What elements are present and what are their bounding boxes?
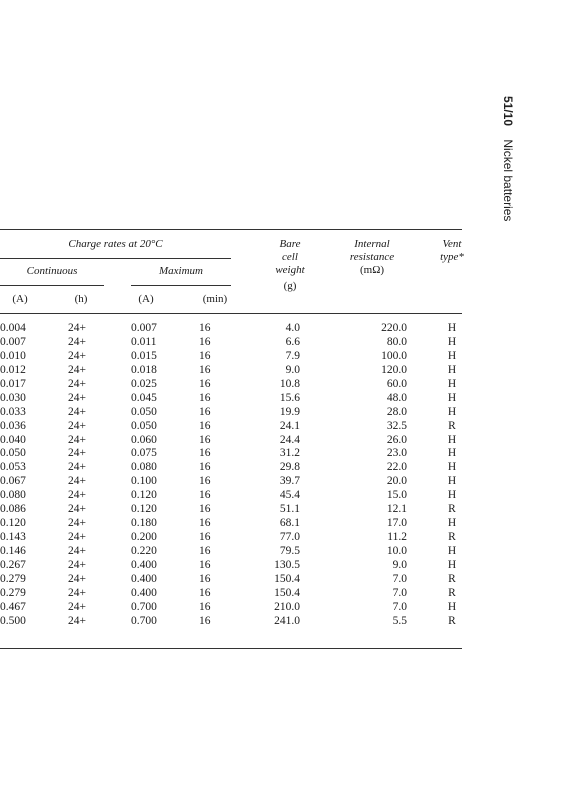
- cell-cont-amps: 0.080: [0, 489, 26, 502]
- header-unit-minutes: (min): [202, 293, 228, 305]
- cell-max-amps: 0.060: [131, 433, 157, 446]
- table-row: [0, 530, 568, 544]
- cell-max-minutes: 16: [199, 572, 211, 585]
- cell-max-minutes: 16: [199, 461, 211, 474]
- table-row: [0, 391, 568, 405]
- cell-max-amps: 0.120: [131, 503, 157, 516]
- cell-cell-weight: 15.6: [279, 391, 300, 404]
- cell-vent-type: R: [448, 586, 456, 599]
- cell-internal-resistance: 48.0: [386, 391, 407, 404]
- cell-max-amps: 0.120: [131, 489, 157, 502]
- cell-max-minutes: 16: [199, 614, 211, 627]
- cell-max-minutes: 16: [199, 377, 211, 390]
- cell-cont-hours: 24+: [68, 558, 86, 571]
- cell-cell-weight: 150.4: [274, 586, 300, 599]
- cell-cont-hours: 24+: [68, 335, 86, 348]
- cell-cont-hours: 24+: [68, 489, 86, 502]
- cell-cont-amps: 0.053: [0, 461, 26, 474]
- cell-cell-weight: 24.1: [279, 419, 300, 432]
- running-head-title: Nickel batteries: [501, 139, 515, 222]
- cell-internal-resistance: 22.0: [386, 461, 407, 474]
- cell-cont-hours: 24+: [68, 517, 86, 530]
- cell-internal-resistance: 10.0: [386, 545, 407, 557]
- cell-internal-resistance: 60.0: [386, 377, 407, 390]
- table-row: [0, 405, 568, 419]
- cell-cont-amps: 0.279: [0, 586, 26, 599]
- table-row: [0, 474, 568, 488]
- header-continuous: Continuous: [26, 265, 78, 277]
- cell-internal-resistance: 120.0: [381, 363, 407, 376]
- cell-vent-type: R: [448, 531, 456, 544]
- cell-cont-amps: 0.004: [0, 322, 26, 334]
- cell-cell-weight: 4.0: [285, 322, 300, 334]
- cell-cont-amps: 0.017: [0, 377, 26, 390]
- cell-max-amps: 0.045: [131, 391, 157, 404]
- table-row: [0, 419, 568, 433]
- cell-max-minutes: 16: [199, 503, 211, 516]
- cell-cell-weight: 9.0: [285, 363, 300, 376]
- table-row: [0, 614, 568, 628]
- cell-cont-amps: 0.143: [0, 531, 26, 544]
- cell-cell-weight: 10.8: [279, 377, 300, 390]
- cell-cont-hours: 24+: [68, 391, 86, 404]
- cell-cont-amps: 0.086: [0, 503, 26, 516]
- cell-max-amps: 0.050: [131, 405, 157, 418]
- cell-cell-weight: 68.1: [279, 517, 300, 530]
- cell-cell-weight: 19.9: [279, 405, 300, 418]
- cell-max-amps: 0.200: [131, 531, 157, 544]
- maximum-rule: [131, 285, 231, 286]
- table-row: [0, 321, 568, 335]
- header-weight-line1: Bare: [279, 238, 301, 250]
- cell-max-amps: 0.080: [131, 461, 157, 474]
- cell-vent-type: H: [447, 489, 457, 502]
- cell-max-minutes: 16: [199, 322, 211, 334]
- cell-max-amps: 0.400: [131, 558, 157, 571]
- cell-cont-amps: 0.067: [0, 475, 26, 488]
- cell-vent-type: R: [448, 614, 456, 627]
- cell-cont-hours: 24+: [68, 586, 86, 599]
- table-row: [0, 558, 568, 572]
- cell-cont-amps: 0.012: [0, 363, 26, 376]
- cell-cell-weight: 31.2: [279, 447, 300, 460]
- cell-max-amps: 0.400: [131, 572, 157, 585]
- cell-cont-hours: 24+: [68, 572, 86, 585]
- cell-max-amps: 0.400: [131, 586, 157, 599]
- cell-max-amps: 0.700: [131, 614, 157, 627]
- cell-vent-type: H: [447, 363, 457, 376]
- page-number: 51/10: [501, 96, 515, 127]
- cell-cont-hours: 24+: [68, 349, 86, 362]
- cell-internal-resistance: 12.1: [386, 503, 407, 516]
- cell-vent-type: H: [447, 322, 457, 334]
- cell-max-amps: 0.011: [131, 335, 157, 348]
- cell-vent-type: H: [447, 335, 457, 348]
- cell-cont-amps: 0.050: [0, 447, 26, 460]
- table-top-rule: [0, 229, 462, 230]
- table-row: [0, 544, 568, 558]
- cell-cell-weight: 150.4: [274, 572, 300, 585]
- cell-cont-hours: 24+: [68, 545, 86, 557]
- cell-internal-resistance: 32.5: [386, 419, 407, 432]
- cell-cont-hours: 24+: [68, 503, 86, 516]
- cell-cont-amps: 0.500: [0, 614, 26, 627]
- table-row: [0, 516, 568, 530]
- table-row: [0, 335, 568, 349]
- cell-max-amps: 0.220: [131, 545, 157, 557]
- cell-cont-hours: 24+: [68, 447, 86, 460]
- cell-max-minutes: 16: [199, 517, 211, 530]
- cell-max-minutes: 16: [199, 447, 211, 460]
- cell-max-minutes: 16: [199, 433, 211, 446]
- header-weight-line2: cell: [282, 251, 298, 263]
- cell-max-amps: 0.015: [131, 349, 157, 362]
- header-maximum: Maximum: [159, 265, 203, 277]
- cell-max-minutes: 16: [199, 419, 211, 432]
- header-bottom-rule: [0, 313, 462, 314]
- header-unit-amps-maximum: (A): [138, 293, 154, 305]
- charge-rates-rule: [0, 258, 231, 259]
- cell-max-minutes: 16: [199, 349, 211, 362]
- header-resistance-line2: resistance: [349, 251, 395, 263]
- header-unit-amps-continuous: (A): [12, 293, 28, 305]
- cell-max-minutes: 16: [199, 600, 211, 613]
- header-vent-line1: Vent: [442, 238, 462, 250]
- cell-max-amps: 0.100: [131, 475, 157, 488]
- table-bottom-rule: [0, 648, 462, 649]
- cell-vent-type: H: [447, 558, 457, 571]
- cell-cell-weight: 79.5: [279, 545, 300, 557]
- cell-max-amps: 0.007: [131, 322, 157, 334]
- cell-cont-amps: 0.010: [0, 349, 26, 362]
- cell-cont-hours: 24+: [68, 377, 86, 390]
- cell-internal-resistance: 23.0: [386, 447, 407, 460]
- cell-cell-weight: 7.9: [285, 349, 300, 362]
- header-weight-line3: weight: [275, 264, 305, 276]
- cell-vent-type: R: [448, 503, 456, 516]
- cell-vent-type: H: [447, 475, 457, 488]
- cell-vent-type: H: [447, 545, 457, 557]
- cell-cell-weight: 6.6: [285, 335, 300, 348]
- cell-cell-weight: 45.4: [279, 489, 300, 502]
- running-head: [501, 96, 515, 221]
- cell-internal-resistance: 80.0: [386, 335, 407, 348]
- table-row: [0, 349, 568, 363]
- cell-max-minutes: 16: [199, 489, 211, 502]
- cell-cont-hours: 24+: [68, 531, 86, 544]
- cell-cont-hours: 24+: [68, 475, 86, 488]
- table-body: [0, 321, 568, 628]
- cell-cell-weight: 210.0: [274, 600, 300, 613]
- table-row: [0, 460, 568, 474]
- cell-vent-type: H: [447, 405, 457, 418]
- cell-cell-weight: 130.5: [274, 558, 300, 571]
- cell-internal-resistance: 17.0: [386, 517, 407, 530]
- cell-cont-hours: 24+: [68, 363, 86, 376]
- cell-cont-amps: 0.467: [0, 600, 26, 613]
- cell-cell-weight: 29.8: [279, 461, 300, 474]
- cell-internal-resistance: 9.0: [392, 558, 407, 571]
- continuous-rule: [0, 285, 104, 286]
- cell-cell-weight: 77.0: [279, 531, 300, 544]
- cell-max-minutes: 16: [199, 363, 211, 376]
- cell-max-amps: 0.180: [131, 517, 157, 530]
- header-charge-rates: Charge rates at 20°C: [68, 238, 163, 250]
- cell-internal-resistance: 7.0: [392, 600, 407, 613]
- cell-cont-amps: 0.267: [0, 558, 26, 571]
- cell-max-amps: 0.050: [131, 419, 157, 432]
- cell-max-minutes: 16: [199, 558, 211, 571]
- cell-cont-hours: 24+: [68, 433, 86, 446]
- cell-vent-type: H: [447, 461, 457, 474]
- cell-vent-type: H: [447, 391, 457, 404]
- cell-cont-amps: 0.036: [0, 419, 26, 432]
- cell-vent-type: H: [447, 447, 457, 460]
- cell-cont-amps: 0.033: [0, 405, 26, 418]
- header-unit-hours: (h): [74, 293, 88, 305]
- cell-max-amps: 0.700: [131, 600, 157, 613]
- cell-vent-type: H: [447, 349, 457, 362]
- cell-max-minutes: 16: [199, 405, 211, 418]
- cell-cont-hours: 24+: [68, 461, 86, 474]
- cell-internal-resistance: 100.0: [381, 349, 407, 362]
- cell-vent-type: H: [447, 600, 457, 613]
- table-row: [0, 586, 568, 600]
- table-row: [0, 572, 568, 586]
- cell-cont-hours: 24+: [68, 600, 86, 613]
- cell-vent-type: R: [448, 572, 456, 585]
- cell-max-minutes: 16: [199, 391, 211, 404]
- header-resistance-line1: Internal: [354, 238, 390, 250]
- cell-internal-resistance: 220.0: [381, 322, 407, 334]
- cell-vent-type: H: [447, 433, 457, 446]
- cell-cont-hours: 24+: [68, 322, 86, 334]
- cell-cell-weight: 241.0: [274, 614, 300, 627]
- table-row: [0, 377, 568, 391]
- cell-cont-hours: 24+: [68, 419, 86, 432]
- cell-vent-type: H: [447, 377, 457, 390]
- cell-max-minutes: 16: [199, 586, 211, 599]
- cell-cell-weight: 39.7: [279, 475, 300, 488]
- header-weight-unit: (g): [283, 280, 297, 292]
- cell-cont-amps: 0.007: [0, 335, 26, 348]
- cell-internal-resistance: 11.2: [387, 531, 407, 544]
- cell-max-amps: 0.018: [131, 363, 157, 376]
- cell-cont-hours: 24+: [68, 405, 86, 418]
- header-vent-line2: type*: [440, 251, 464, 263]
- cell-cont-amps: 0.120: [0, 517, 26, 530]
- cell-max-minutes: 16: [199, 545, 211, 557]
- cell-cont-amps: 0.279: [0, 572, 26, 585]
- cell-cont-amps: 0.146: [0, 545, 26, 557]
- header-resistance-unit: (mΩ): [359, 264, 385, 276]
- cell-max-minutes: 16: [199, 531, 211, 544]
- cell-max-amps: 0.075: [131, 447, 157, 460]
- cell-internal-resistance: 28.0: [386, 405, 407, 418]
- table-row: [0, 363, 568, 377]
- cell-internal-resistance: 5.5: [392, 614, 407, 627]
- cell-cont-hours: 24+: [68, 614, 86, 627]
- cell-cont-amps: 0.030: [0, 391, 26, 404]
- table-row: [0, 600, 568, 614]
- cell-max-amps: 0.025: [131, 377, 157, 390]
- cell-max-minutes: 16: [199, 475, 211, 488]
- cell-vent-type: R: [448, 419, 456, 432]
- cell-cell-weight: 24.4: [279, 433, 300, 446]
- cell-internal-resistance: 7.0: [392, 586, 407, 599]
- cell-internal-resistance: 7.0: [392, 572, 407, 585]
- table-row: [0, 502, 568, 516]
- cell-internal-resistance: 20.0: [386, 475, 407, 488]
- cell-cont-amps: 0.040: [0, 433, 26, 446]
- table-row: [0, 433, 568, 447]
- cell-internal-resistance: 26.0: [386, 433, 407, 446]
- table-row: [0, 488, 568, 502]
- cell-max-minutes: 16: [199, 335, 211, 348]
- cell-cell-weight: 51.1: [279, 503, 300, 516]
- table-row: [0, 446, 568, 460]
- cell-vent-type: H: [447, 517, 457, 530]
- cell-internal-resistance: 15.0: [386, 489, 407, 502]
